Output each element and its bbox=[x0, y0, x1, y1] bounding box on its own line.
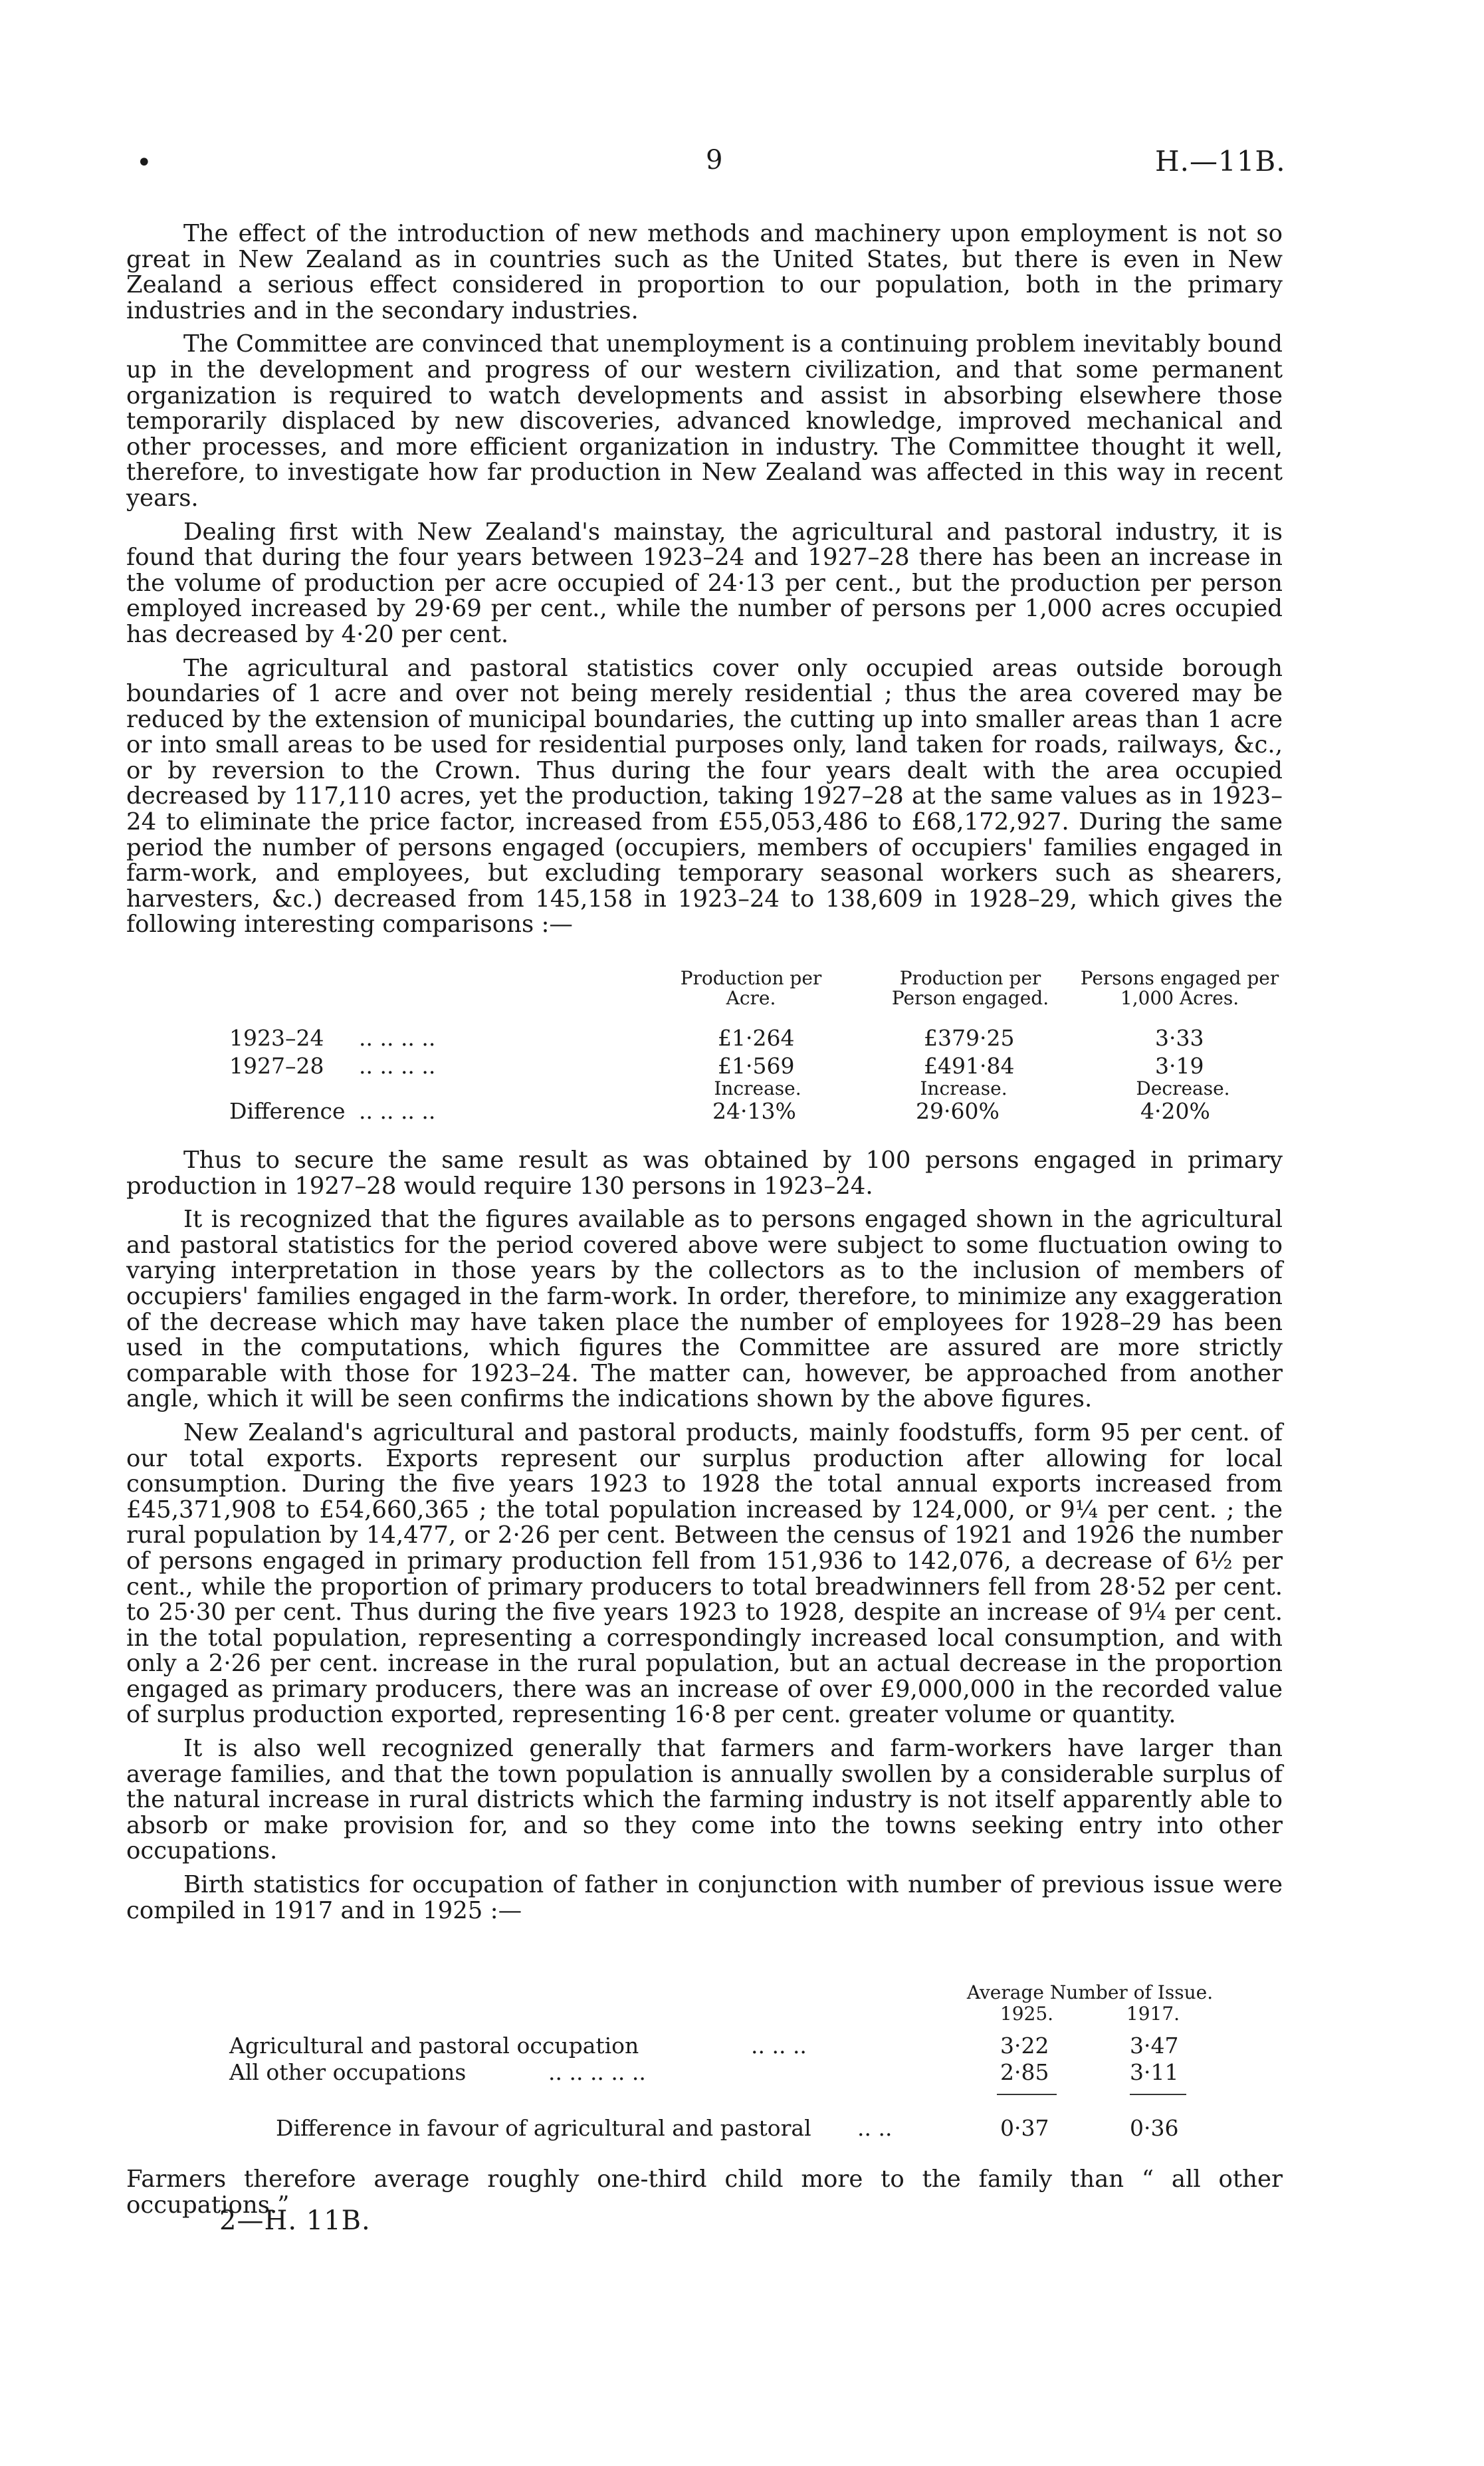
row-leaders: .. .. .. .. bbox=[359, 1025, 436, 1051]
cell-value: 3·19 bbox=[1155, 1053, 1204, 1079]
column-header: Persons engaged per 1,000 Acres. bbox=[1080, 967, 1279, 1009]
cell-value: 29·60% bbox=[916, 1098, 1000, 1124]
row-leaders: .. .. .. .. .. bbox=[548, 2059, 646, 2085]
paragraph: Thus to secure the same result as was obtained by 100 persons engaged in primary production in 1927–28 would require 130 persons in 1923–24. bbox=[126, 1147, 1283, 1200]
row-label: Difference bbox=[229, 1098, 346, 1124]
paragraph: The Committee are convinced that unemployment is a continuing problem inevitably bound up in the development and progress of our western civilization, and that some permanent organization is required to watch developments and assist in absorbing elsewhere those temporarily displaced by new discoveries, advanced knowledge, improved mechanical and other processes, and more efficient organization in industry. The Committee thought it well, therefore, to investigate how far production in New Zealand was affected in this way in recent years. bbox=[126, 330, 1283, 512]
sum-rule bbox=[1130, 2094, 1186, 2095]
paragraph: It is recognized that the figures available as to persons engaged shown in the agricultural and pastoral statistics for the period covered above were subject to some fluctuation owing to varying interpretation in those years by the collectors as to the inclusion of members of occupiers' families engaged in the farm-work. In order, therefore, to minimize any exaggeration of the decrease which may have taken place the number of employees for 1928–29 has been used in the computations, which figures the Committee are assured are more strictly comparable with those for 1923–24. The matter can, however, be approached from another angle, which it will be seen confirms the indications shown by the above figures. bbox=[126, 1206, 1283, 1413]
cell-value: 24·13% bbox=[712, 1098, 796, 1124]
cell-value: £1·264 bbox=[718, 1025, 795, 1051]
paragraph: Dealing first with New Zealand's mainstay, the agricultural and pastoral industry, it is found that during the four years between 1923–24 and 1927–28 there has been an increase in the volume of production per acre occupied of 24·13 per cent., but the production per person employed increased by 29·69 per cent., while the number of persons per 1,000 acres occupied has decreased by 4·20 per cent. bbox=[126, 518, 1283, 648]
paragraph: It is also well recognized generally that farmers and farm-workers have larger than average families, and that the town population is annually swollen by a considerable surplus of the natural increase in rural districts which the farming industry is not itself apparently able to absorb or make provision for, and so they come into the towns seeking entry into other occupations. bbox=[126, 1735, 1283, 1865]
cell-value: 0·37 bbox=[1000, 2115, 1049, 2141]
body-text-middle bbox=[126, 1148, 1283, 1932]
row-leaders: .. .. bbox=[857, 2115, 893, 2141]
column-header: Production per Acre. bbox=[680, 967, 822, 1009]
header-mark: • bbox=[136, 148, 152, 178]
paragraph: Farmers therefore average roughly one-third child more to the family than “ all other occupations.” bbox=[126, 2166, 1283, 2219]
row-leaders: .. .. .. bbox=[751, 2033, 807, 2059]
change-label: Decrease. bbox=[1136, 1077, 1230, 1099]
cell-value: £1·569 bbox=[718, 1053, 795, 1079]
row-leaders: .. .. .. .. bbox=[359, 1098, 436, 1124]
table-title: Average Number of Issue. bbox=[966, 1981, 1214, 2003]
cell-value: 3·47 bbox=[1130, 2033, 1179, 2059]
cell-value: 0·36 bbox=[1130, 2115, 1179, 2141]
cell-value: 4·20% bbox=[1140, 1098, 1210, 1124]
column-header: 1925. bbox=[1000, 2003, 1054, 2025]
change-label: Increase. bbox=[714, 1077, 801, 1099]
cell-value: £491·84 bbox=[924, 1053, 1015, 1079]
row-label: 1927–28 bbox=[229, 1053, 324, 1079]
cell-value: 3·33 bbox=[1155, 1025, 1204, 1051]
paragraph: Birth statistics for occupation of father in conjunction with number of previous issue were compiled in 1917 and in 1925 :— bbox=[126, 1871, 1283, 1924]
change-label: Increase. bbox=[920, 1077, 1007, 1099]
page-number: 9 bbox=[706, 145, 723, 175]
cell-value: 3·11 bbox=[1130, 2059, 1179, 2085]
row-label: All other occupations bbox=[229, 2059, 467, 2085]
paragraph: New Zealand's agricultural and pastoral products, mainly foodstuffs, form 95 per cent. of our total exports. Exports represent our surplus production after allowing for local consumption. During the five years 1923 to 1928 the total annual exports increased from £45,371,908 to £54,660,365 ; the total population increased by 124,000, or 9¼ per cent. ; the rural population by 14,477, or 2·26 per cent. Between the census of 1921 and 1926 the number of persons engaged in primary production fell from 151,936 to 142,076, a decrease of 6½ per cent., while the proportion of primary producers to total breadwinners fell from 28·52 per cent. to 25·30 per cent. Thus during the five years 1923 to 1928, despite an increase of 9¼ per cent. in the total population, representing a correspondingly increased local consumption, and with only a 2·26 per cent. increase in the rural population, but an actual decrease in the proportion engaged as primary producers, there was an increase of over £9,000,000 in the recorded value of surplus production exported, representing 16·8 per cent. greater volume or quantity. bbox=[126, 1418, 1283, 1729]
signature-mark: 2—H. 11B. bbox=[219, 2205, 371, 2236]
row-label: Difference in favour of agricultural and pastoral bbox=[276, 2115, 811, 2141]
row-leaders: .. .. .. .. bbox=[359, 1053, 436, 1079]
cell-value: £379·25 bbox=[924, 1025, 1015, 1051]
row-label: Agricultural and pastoral occupation bbox=[229, 2033, 639, 2059]
column-header: Production per Person engaged. bbox=[891, 967, 1049, 1009]
column-header: 1917. bbox=[1126, 2003, 1180, 2025]
cell-value: 3·22 bbox=[1000, 2033, 1049, 2059]
paragraph: The effect of the introduction of new methods and machinery upon employment is not so great in New Zealand as in countries such as the United States, but there is even in New Zealand a serious effect considered in proportion to our population, both in the primary industries and in the secondary industries. bbox=[126, 220, 1283, 324]
row-label: 1923–24 bbox=[229, 1025, 324, 1051]
paragraph: The agricultural and pastoral statistics cover only occupied areas outside borough boundaries of 1 acre and over not being merely residential ; thus the area covered may be reduced by the extension of municipal boundaries, the cutting up into smaller areas than 1 acre or into small areas to be used for residential purposes only, land taken for roads, railways, &c., or by reversion to the Crown. Thus during the four years dealt with the area occupied decreased by 117,110 acres, yet the production, taking 1927–28 at the same values as in 1923–24 to eliminate the price factor, increased from £55,053,486 to £68,172,927. During the same period the number of persons engaged (occupiers, members of occupiers' families engaged in farm-work, and employees, but excluding temporary seasonal workers such as shearers, harvesters, &c.) decreased from 145,158 in 1923–24 to 138,609 in 1928–29, which gives the following interesting comparisons :— bbox=[126, 654, 1283, 939]
sum-rule bbox=[997, 2094, 1057, 2095]
cell-value: 2·85 bbox=[1000, 2059, 1049, 2085]
document-reference: H.—11B. bbox=[1155, 145, 1286, 177]
body-text-top bbox=[126, 221, 1283, 946]
